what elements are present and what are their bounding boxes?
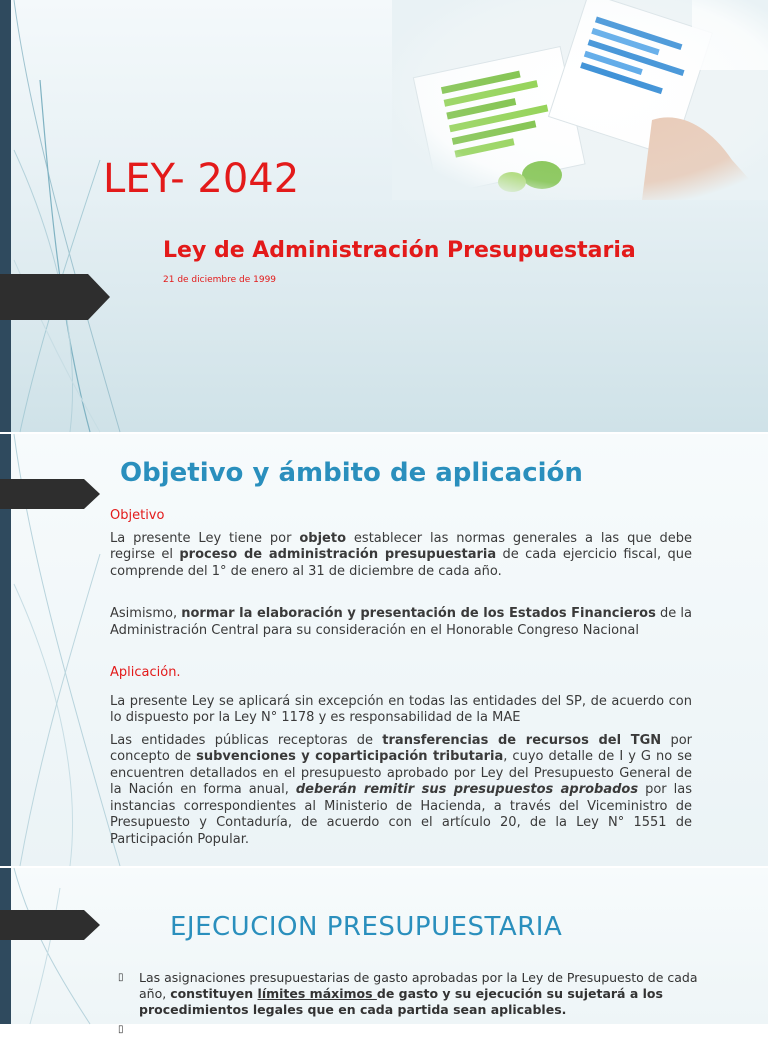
side-bar [0,868,11,1024]
arrow-tab [0,910,100,940]
slide-title [0,0,768,432]
page-subtitle: Ley de Administración Presupuestaria [163,238,636,263]
arrow-tab [0,479,100,509]
date-label: 21 de diciembre de 1999 [163,275,277,285]
side-bar [0,0,11,432]
section-body [110,508,692,848]
list-item: ▯ Las asignaciones presupuestarias de gasto aprobadas por la Ley de Presupuesto de cada año, constituyen límites máximos de gasto y su ejecución su sujetará a los procedimientos legales que en cada partida sean aplicables. [118,970,698,1017]
paragraph-objeto: La presente Ley tiene por objeto establecer las normas generales a las que debe regirse el proceso de administración presupuestaria de cada ejercicio fiscal, que comprende del 1° de enero al 31 de diciembre de cada año. [110,530,692,579]
slide-objetivo [0,434,768,866]
aplicacion-label: Aplicación. [110,665,181,680]
arrow-tab [0,274,110,320]
slide-ejecucion [0,868,768,1035]
bullet-icon: ▯ [118,972,124,983]
paragraph-aplicacion: La presente Ley se aplicará sin excepción en todas las entidades del SP, de acuerdo con lo dispuesto por la Ley N° 1178 y es responsabilidad de la MAE [110,693,692,725]
paragraph-asimismo: Asimismo, normar la elaboración y presentación de los Estados Financieros de la Administración Central para su consideración en el Honorable Congreso Nacional [110,606,693,638]
paragraph-entidades: Las entidades públicas receptoras de transferencias de recursos del TGN por concepto de subvenciones y coparticipación tributaria, cuyo detalle de I y G no se encuentren detallados en el presupuesto aprobado por Ley del Presupuesto General de la Nación en forma anual, deberán remitir sus presupuestos aprobados por las instancias correspondientes al Ministerio de Hacienda, a través del Viceministro de Presupuesto y Contaduría, de acuerdo con el artículo 20, de la Ley N° 1551 de Participación Popular. [110,732,693,847]
decorative-lines [0,0,200,432]
section-title: Objetivo y ámbito de aplicación [120,458,583,488]
page-title: LEY- 2042 [103,156,300,202]
objetivo-label: Objetivo [110,508,165,523]
bullet-icon: ▯ [118,1024,124,1035]
bullet-list [118,970,698,1035]
hero-chart-image [392,0,768,200]
section-title: EJECUCION PRESUPUESTARIA [170,912,563,942]
